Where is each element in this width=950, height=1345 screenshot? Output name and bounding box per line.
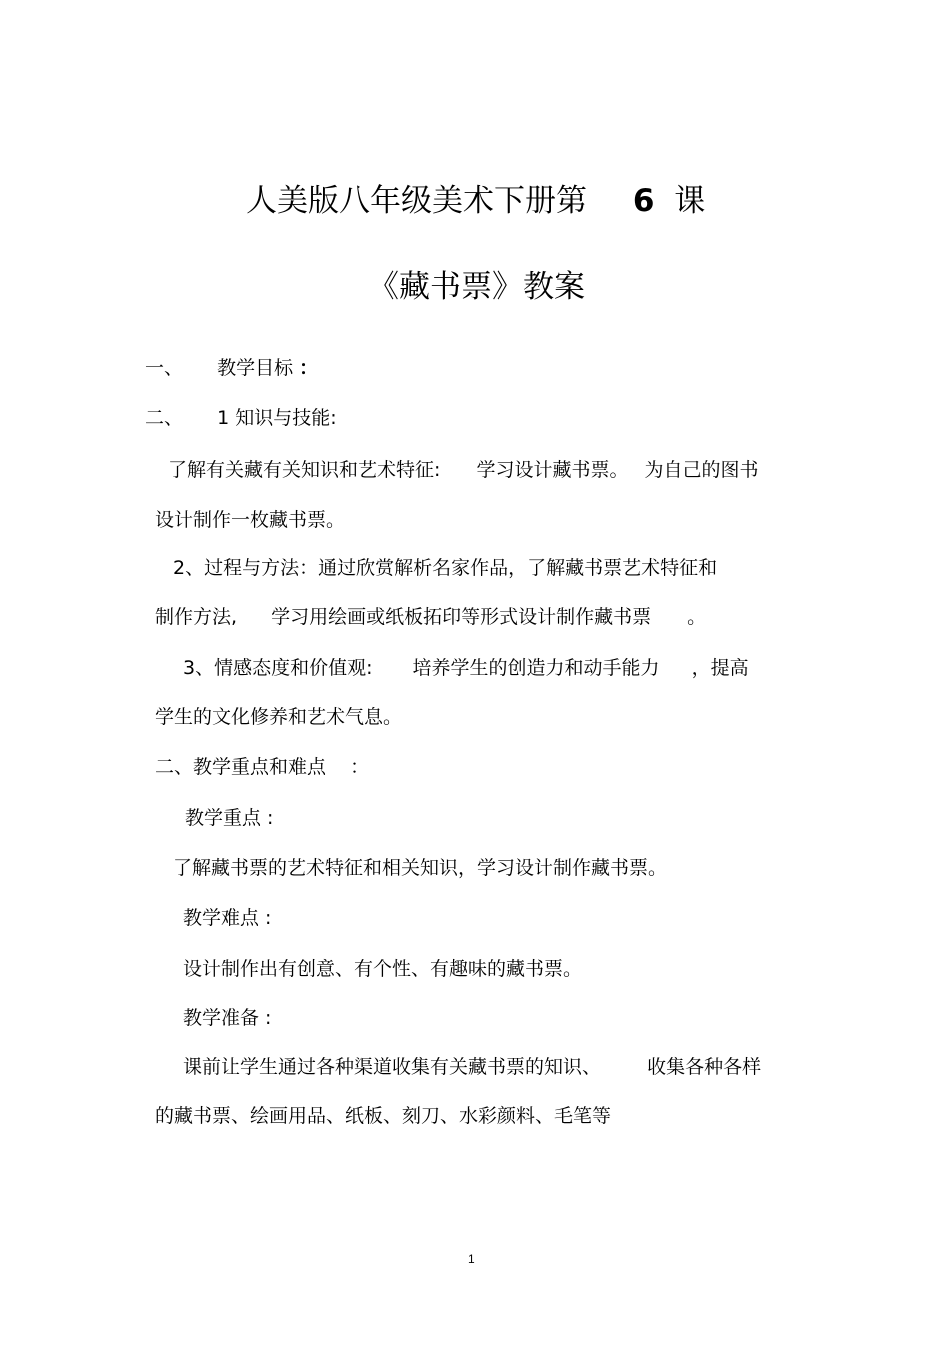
section-number: 一、 — [145, 357, 184, 379]
paragraph-line: 设计制作一枚藏书票。 — [155, 509, 346, 531]
section-colon: ： — [299, 357, 319, 379]
paragraph-line: 了解藏书票的艺术特征和相关知识，学习设计制作藏书票。 — [173, 857, 668, 879]
paragraph-line: 学生的文化修养和艺术气息。 — [155, 706, 403, 728]
text-segment: 制作方法, — [155, 606, 238, 628]
paragraph-line — [183, 656, 749, 680]
document-title-line-2: 《藏书票》教案 — [368, 269, 585, 305]
paragraph-line: 的藏书票、绘画用品、纸板、刻刀、水彩颜料、毛笔等 — [155, 1105, 612, 1127]
section-heading-objectives — [145, 356, 318, 380]
text-segment: 学习设计藏书票。 — [476, 459, 629, 481]
title-lesson-number: 6 — [632, 183, 655, 219]
section-number: 二、 — [145, 407, 184, 429]
text-segment: 课前让学生通过各种渠道收集有关藏书票的知识、 — [183, 1056, 602, 1078]
subsection-knowledge-skills — [145, 406, 337, 430]
section-heading-key-points — [155, 755, 369, 779]
paragraph-line — [155, 605, 706, 629]
text-segment: 3、情感态度和价值观: — [183, 657, 373, 679]
subheading-difficulty: 教学难点 : — [183, 907, 272, 929]
paragraph-line — [168, 458, 759, 482]
page-number: 1 — [468, 1252, 475, 1266]
text-segment: ，提高 — [691, 657, 749, 679]
text-segment: 为自己的图书 — [644, 459, 759, 481]
subsection-title: 1 知识与技能: — [217, 407, 337, 429]
title-text-a: 人美版八年级美术下册第 — [246, 183, 587, 219]
section-title: 二、教学重点和难点 — [155, 756, 327, 778]
section-title: 教学目标 — [217, 357, 294, 379]
paragraph-line: 2、过程与方法：通过欣赏解析名家作品，了解藏书票艺术特征和 — [173, 557, 718, 579]
text-segment: 学习用绘画或纸板拓印等形式设计制作藏书票 — [271, 606, 652, 628]
section-colon: ： — [350, 756, 370, 778]
paragraph-line: 设计制作出有创意、有个性、有趣味的藏书票。 — [183, 958, 583, 980]
text-segment: 培养学生的创造力和动手能力 — [412, 657, 660, 679]
title-text-b: 课 — [674, 183, 706, 219]
document-title-line-1 — [246, 182, 705, 220]
text-segment: 。 — [687, 606, 707, 628]
text-segment: 收集各种各样 — [647, 1056, 762, 1078]
subheading-preparation: 教学准备 : — [183, 1007, 272, 1029]
subheading-key-point: 教学重点 : — [185, 807, 274, 829]
paragraph-line — [183, 1055, 761, 1079]
text-segment: 了解有关藏有关知识和艺术特征: — [168, 459, 441, 481]
